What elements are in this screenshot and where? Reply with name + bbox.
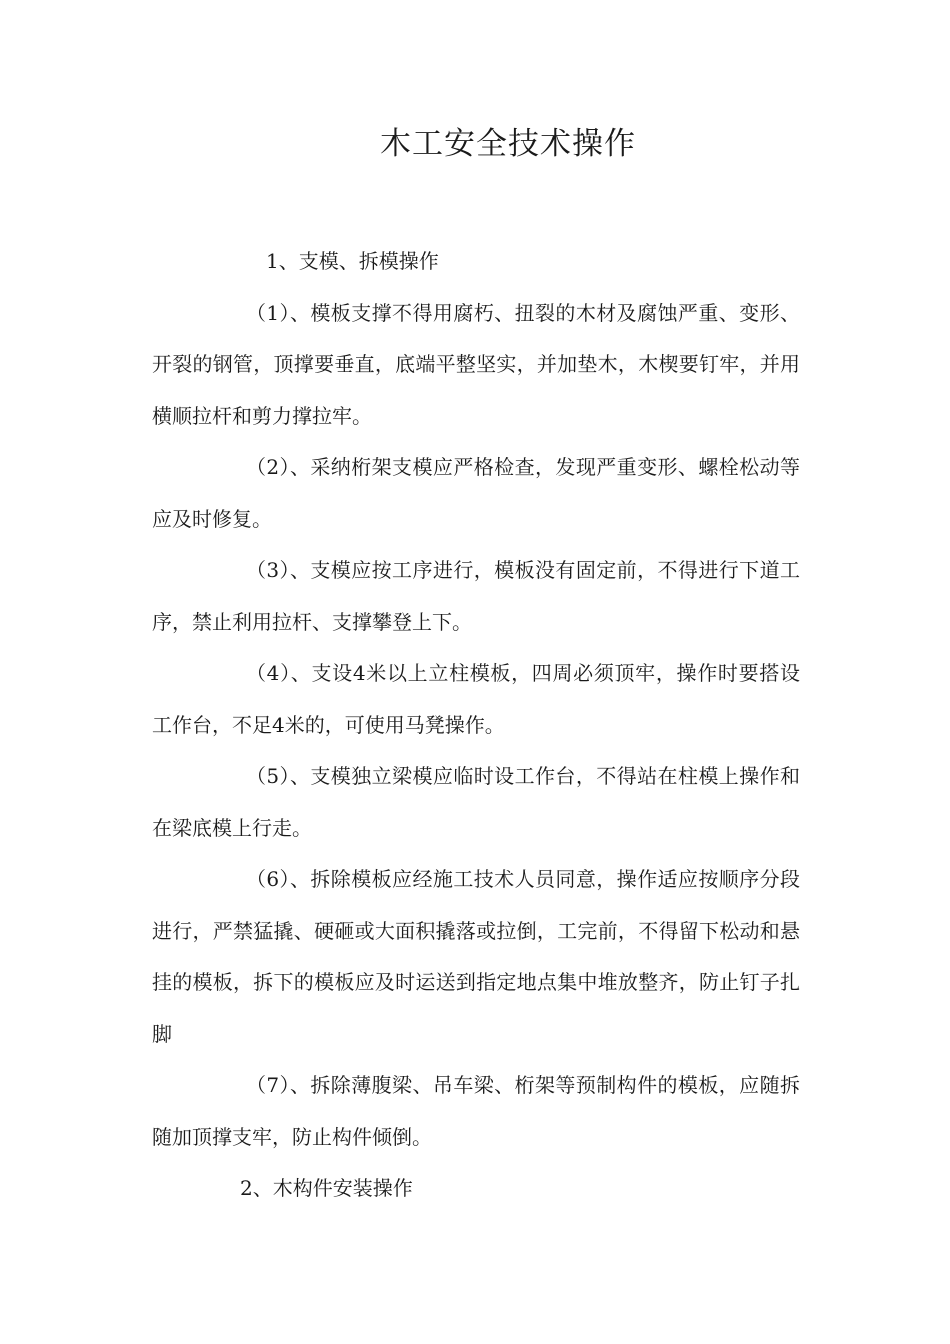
paragraph-item-2: （2）、采纳桁架支模应严格检查，发现严重变形、螺栓松动等应及时修复。 <box>152 455 800 531</box>
paragraph-item-5: （5）、支模独立梁模应临时设工作台，不得站在柱模上操作和在梁底模上行走。 <box>152 764 800 840</box>
document-title: 木工安全技术操作 <box>380 126 636 162</box>
section-heading-wood-installation: 2、木构件安装操作 <box>240 1176 413 1200</box>
section-heading-formwork: 1、支模、拆模操作 <box>266 249 439 273</box>
paragraph-item-1: （1）、模板支撑不得用腐朽、扭裂的木材及腐蚀严重、变形、开裂的钢管，顶撑要垂直，底端平整坚实，并加垫木，木楔要钉牢，并用横顺拉杆和剪力撑拉牢。 <box>152 300 800 428</box>
paragraph-item-4: （4）、支设4米以上立柱模板，四周必须顶牢，操作时要搭设工作台，不足4米的，可使用马凳操作。 <box>152 661 800 737</box>
document-body <box>152 236 800 1215</box>
paragraph-item-3: （3）、支模应按工序进行，模板没有固定前，不得进行下道工序，禁止利用拉杆、支撑攀登上下。 <box>152 558 800 634</box>
paragraph-item-6: （6）、拆除模板应经施工技术人员同意，操作适应按顺序分段进行，严禁猛撬、硬砸或大面积撬落或拉倒，工完前，不得留下松动和悬挂的模板，拆下的模板应及时运送到指定地点集中堆放整齐，防止钉子扎脚 <box>152 867 800 1046</box>
paragraph-item-7: （7）、拆除薄腹梁、吊车梁、桁架等预制构件的模板，应随拆随加顶撑支牢，防止构件倾倒。 <box>152 1073 800 1149</box>
